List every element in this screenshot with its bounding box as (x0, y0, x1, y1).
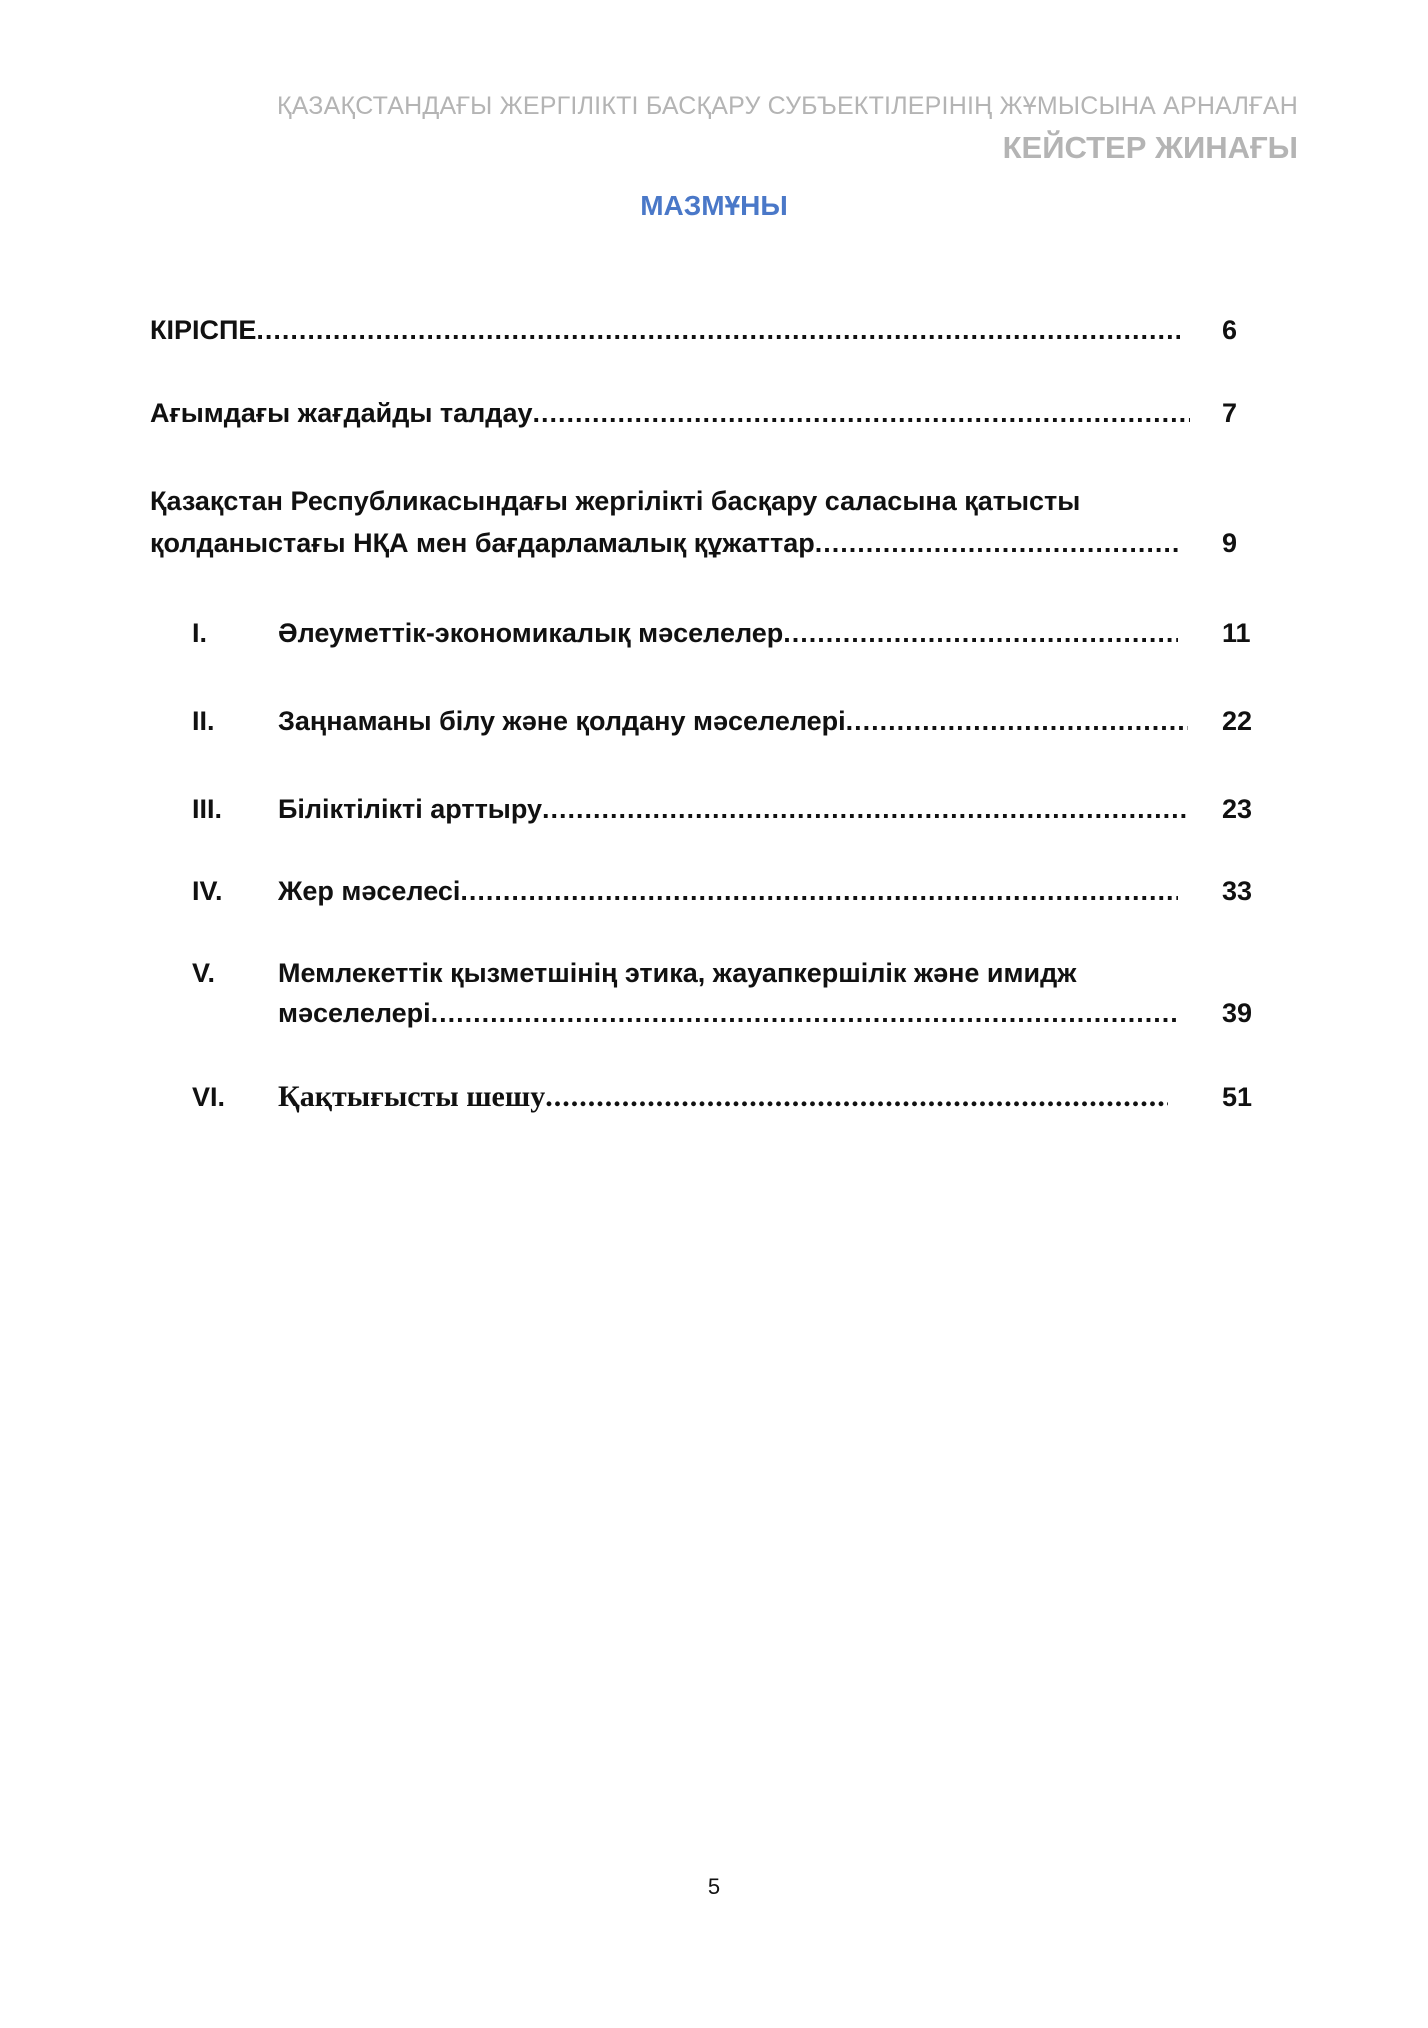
toc-section-land[interactable] (278, 871, 1178, 911)
toc-section-label: Біліктілікті арттыру (278, 794, 543, 824)
toc-page-number: 22 (1222, 706, 1253, 736)
toc-section-label: Әлеуметтік-экономикалық мәселелер (278, 618, 784, 648)
toc-page-number: 51 (1222, 1082, 1253, 1112)
toc-entry-label: қолданыстағы НҚА мен бағдарламалық құжаттар (150, 528, 815, 558)
dot-leader (815, 523, 1180, 563)
toc-section-label: мәселелері (278, 998, 431, 1028)
toc-entry-analysis[interactable] (150, 393, 1190, 433)
footer-page-number: 5 (707, 1874, 721, 1899)
dot-leader (783, 613, 1178, 653)
toc-section-label: Заңнаманы білу және қолдану мәселелері (278, 706, 846, 736)
toc-page-number: 39 (1222, 998, 1253, 1028)
running-header-subtitle: ҚАЗАҚСТАНДАҒЫ ЖЕРГІЛІКТІ БАСҚАРУ СУБЪЕКТІЛЕРІНІҢ ЖҰМЫСЫНА АРНАЛҒАН (276, 92, 1298, 120)
section-numeral: VI. (192, 1082, 226, 1112)
dot-leader (431, 993, 1178, 1033)
toc-entry-label: Ағымдағы жағдайды талдау (150, 398, 533, 428)
toc-entry-legal-acts-line1[interactable] (150, 481, 1190, 521)
toc-page-number: 23 (1222, 794, 1253, 824)
toc-section-legislation[interactable] (278, 701, 1188, 741)
toc-section-ethics-line1[interactable] (278, 953, 1198, 993)
toc-page-number: 9 (1222, 528, 1238, 558)
toc-section-ethics-line2[interactable] (278, 993, 1178, 1033)
toc-entry-label: Қазақстан Республикасындағы жергілікті басқару саласына қатысты (150, 486, 1081, 516)
toc-section-label: Жер мәселесі (278, 876, 461, 906)
toc-section-conflict[interactable] (278, 1077, 1168, 1117)
toc-page-number: 7 (1222, 398, 1238, 428)
toc-entry-intro[interactable] (150, 310, 1180, 350)
dot-leader (846, 701, 1188, 741)
dot-leader (542, 789, 1188, 829)
section-numeral: III. (192, 794, 223, 824)
toc-entry-legal-acts-line2[interactable] (150, 523, 1180, 563)
toc-section-label: Қақтығысты шешу (278, 1080, 546, 1113)
toc-page-number: 33 (1222, 876, 1253, 906)
section-numeral: IV. (192, 876, 223, 906)
section-numeral: II. (192, 706, 215, 736)
section-numeral: I. (192, 618, 208, 648)
toc-page-number: 6 (1222, 315, 1238, 345)
dot-leader (532, 393, 1190, 433)
running-header-title: КЕЙСТЕР ЖИНАҒЫ (1002, 130, 1298, 165)
toc-section-label: Мемлекеттік қызметшінің этика, жауапкершілік және имидж (278, 958, 1077, 988)
section-numeral: V. (192, 958, 216, 988)
toc-title: МАЗМҰНЫ (640, 190, 788, 221)
toc-page-number: 11 (1222, 618, 1251, 648)
toc-section-socio-economic[interactable] (278, 613, 1178, 653)
dot-leader (545, 1077, 1168, 1117)
toc-section-qualification[interactable] (278, 789, 1188, 829)
toc-entry-label: КІРІСПЕ (150, 315, 257, 345)
dot-leader (256, 310, 1180, 350)
dot-leader (460, 871, 1178, 911)
